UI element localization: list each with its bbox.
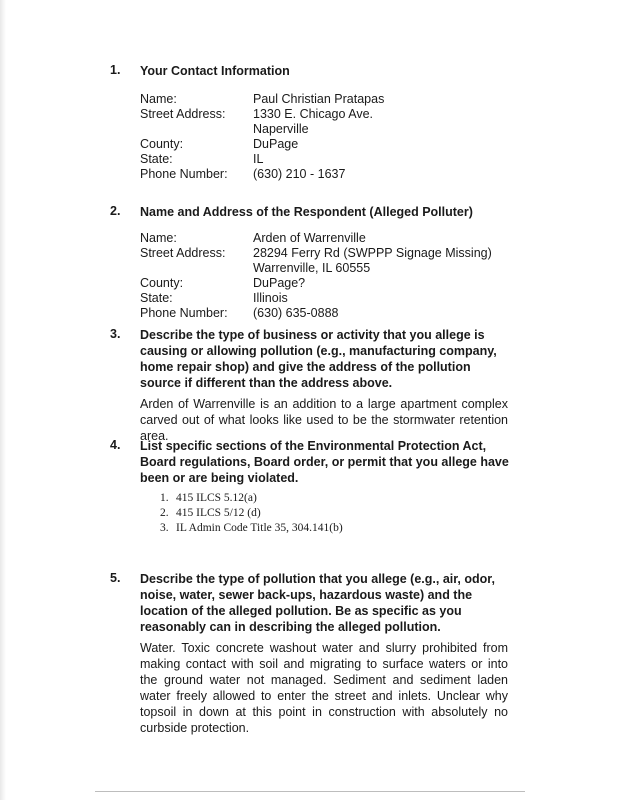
- field-value-name: Paul Christian Pratapas: [253, 92, 385, 106]
- section-heading: Name and Address of the Respondent (Alleged Polluter): [140, 205, 473, 219]
- field-label-state: State:: [140, 152, 173, 166]
- field-label-county: County:: [140, 276, 184, 290]
- list-item-text: 415 ILCS 5.12(a): [176, 492, 257, 504]
- field-value-phone: (630) 210 - 1637: [253, 167, 346, 181]
- section-number: 3.: [110, 327, 121, 341]
- list-item-text: 415 ILCS 5/12 (d): [176, 507, 261, 519]
- section-body: Arden of Warrenville is an addition to a large apartment complex carved out of what looks like used to be the stormwater retention area.: [140, 397, 508, 443]
- field-label-street: Street Address:: [140, 246, 226, 260]
- section-heading: Your Contact Information: [140, 64, 290, 78]
- list-item-text: IL Admin Code Title 35, 304.141(b): [176, 522, 343, 534]
- field-label-name: Name:: [140, 92, 177, 106]
- section-heading: List specific sections of the Environmental Protection Act, Board regulations, Board order, or permit that you allege have been or are being violated.: [140, 439, 509, 485]
- field-label-state: State:: [140, 291, 173, 305]
- section-body: Water. Toxic concrete washout water and slurry prohibited from making contact with soil and migrating to surface waters or into the ground water not managed. Sediment and sediment laden water freely allowed to enter the street and inlets. Unclear why topsoil in down at this point in construction with absolutely no curbside protection.: [140, 641, 508, 735]
- field-value-street: 1330 E. Chicago Ave.: [253, 107, 373, 121]
- list-item-number: 1.: [160, 492, 169, 504]
- list-item-number: 3.: [160, 522, 169, 534]
- section-heading: Describe the type of business or activity that you allege is causing or allowing pollution (e.g., manufacturing company, home repair shop) and give the address of the pollution source if different than the address above.: [140, 328, 497, 390]
- field-value-county: DuPage: [253, 137, 299, 151]
- list-item-number: 2.: [160, 507, 169, 519]
- field-value-street: 28294 Ferry Rd (SWPPP Signage Missing): [253, 246, 492, 260]
- section-number: 1.: [110, 63, 121, 77]
- field-value-city: Naperville: [253, 122, 309, 136]
- section-number: 5.: [110, 571, 121, 585]
- field-label-name: Name:: [140, 231, 177, 245]
- field-label-county: County:: [140, 137, 184, 151]
- section-number: 4.: [110, 438, 121, 452]
- field-label-street: Street Address:: [140, 107, 226, 121]
- field-value-name: Arden of Warrenville: [253, 231, 366, 245]
- section-heading: Describe the type of pollution that you allege (e.g., air, odor, noise, water, sewer back-ups, hazardous waste) and the location of the alleged pollution. Be as specific as you reasonably can in describing the alleged pollution.: [140, 572, 495, 634]
- field-value-county: DuPage?: [253, 276, 306, 290]
- field-value-phone: (630) 635-0888: [253, 306, 339, 320]
- field-label-phone: Phone Number:: [140, 306, 228, 320]
- field-label-phone: Phone Number:: [140, 167, 228, 181]
- field-value-city: Warrenville, IL 60555: [253, 261, 371, 275]
- page-edge-shadow: [0, 0, 6, 800]
- field-value-state: Illinois: [253, 291, 288, 305]
- section-number: 2.: [110, 204, 121, 218]
- field-value-state: IL: [253, 152, 264, 166]
- footer-divider: [95, 791, 525, 792]
